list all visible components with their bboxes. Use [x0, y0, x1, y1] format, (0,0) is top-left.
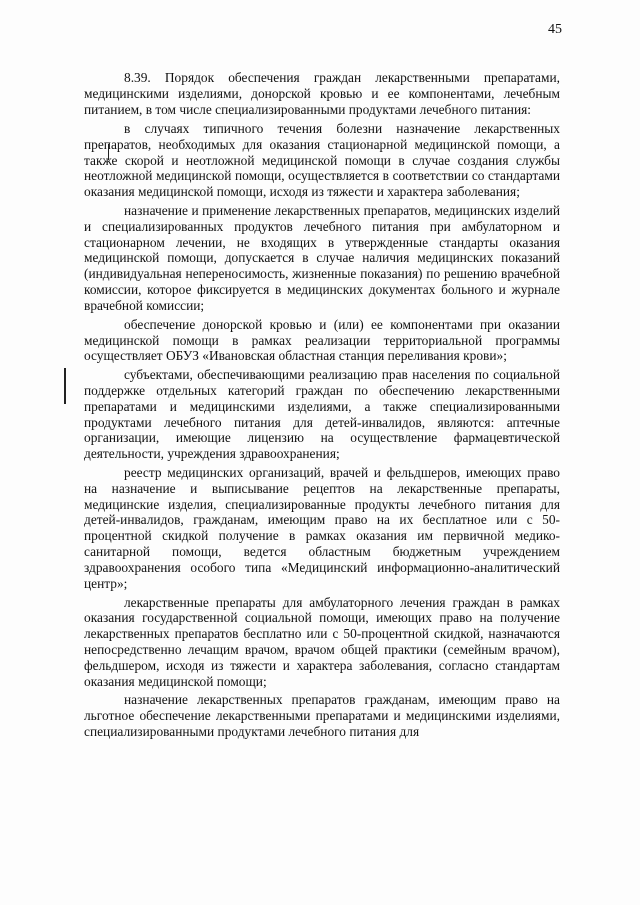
paragraph: лекарственные препараты для амбулаторного лечения граждан в рамках оказания государственной социальной помощи, имеющих право на получение лекарственных препаратов бесплатно или с 50-процентной скидкой, назначаются непосредственно лечащим врачом, врачом общей практики (семейным врачом), фельдшером, исходя из тяжести и характера заболевания, согласно стандартам оказания медицинской помощи; — [84, 594, 560, 690]
paragraph: 8.39. Порядок обеспечения граждан лекарственными препаратами, медицинскими изделиями, донорской кровью и ее компонентами, лечебным питанием, в том числе специализированными продуктами лечебного питания: — [84, 70, 560, 117]
paragraph: назначение лекарственных препаратов гражданам, имеющим право на льготное обеспечение лекарственными препаратами и медицинскими изделиями, специализированными продуктами лечебного питания для — [84, 692, 560, 740]
page-number: 45 — [548, 22, 562, 37]
margin-mark — [64, 368, 66, 404]
paragraph: обеспечение донорской кровью и (или) ее компонентами при оказании медицинской помощи в рамках реализации территориальной программы осуществляет ОБУЗ «Ивановская областная станция переливания крови»; — [84, 316, 560, 364]
document-body — [84, 70, 560, 743]
paragraph: в случаях типичного течения болезни назначение лекарственных препаратов, необходимых для оказания стационарной медицинской помощи, а также скорой и неотложной медицинской помощи в случае создания службы неотложной медицинской помощи, осуществляется в соответствии со стандартами оказания медицинской помощи, исходя из тяжести и характера заболевания; — [84, 120, 560, 200]
paragraph: назначение и применение лекарственных препаратов, медицинских изделий и специализированных продуктов лечебного питания при амбулаторном и стационарном лечении, не входящих в утвержденные стандарты оказания медицинской помощи, допускается в случае наличия медицинских показаний (индивидуальная непереносимость, жизненные показания) по решению врачебной комиссии, которое фиксируется в медицинских документах больного и журнале врачебной комиссии; — [84, 202, 560, 314]
paragraph: реестр медицинских организаций, врачей и фельдшеров, имеющих право на назначение и выписывание рецептов на лекарственные препараты, медицинские изделия, специализированные продукты лечебного питания для детей-инвалидов, гражданам, имеющим право на их бесплатное или с 50-процентной скидкой получение в рамках оказания им первичной медико-санитарной помощи, ведется областным бюджетным учреждением здравоохранения особого типа «Медицинский информационно-аналитический центр»; — [84, 464, 560, 592]
paragraph: субъектами, обеспечивающими реализацию прав населения по социальной поддержке отдельных категорий граждан по обеспечению лекарственными препаратами и медицинскими изделиями, а также специализированными продуктами лечебного питания для детей-инвалидов, являются: аптечные организации, имеющие лицензию на осуществление фармацевтической деятельности, учреждения здравоохранения; — [84, 366, 560, 462]
